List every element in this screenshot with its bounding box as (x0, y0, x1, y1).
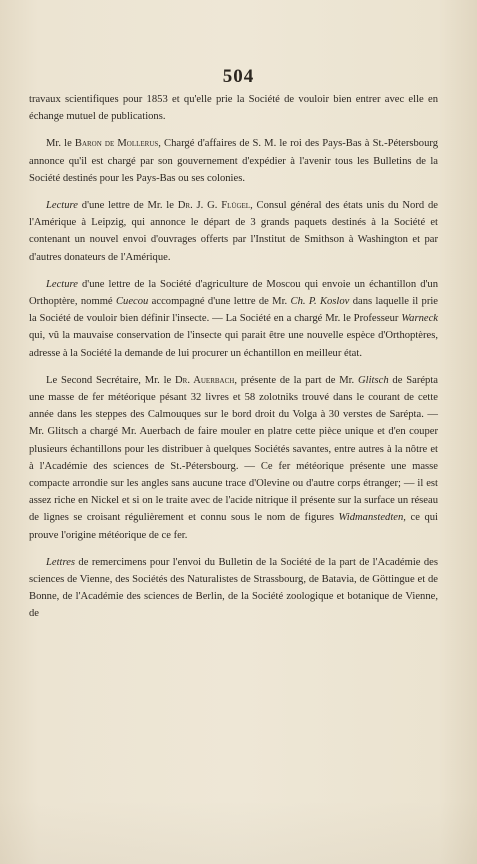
text-run: accompagné d'une lettre de Mr. (148, 296, 291, 308)
text-run: de remercimens pour l'envoi du Bulletin de la Société de la part de l'Académie des sciences de Vienne, des Sociétés des Naturalistes de Strassbourg, de Batavia, de Göttingue et de Bonne, de l'Académie des sciences de Berlin, de la Société zoologique et botanique de Vienne, de (29, 556, 438, 620)
text-run: dans laquelle il prie la Société de vouloir bien définir l'insecte. — La Société en a chargé Mr. le Professeur (29, 296, 439, 325)
text-run: travaux scientifiques pour 1853 et qu'elle prie la Société de vouloir bien entrer avec elle en échange mutuel de publications. (29, 94, 438, 123)
text-run: Mr. le (46, 138, 75, 150)
name-smallcaps: Dr. J. G. Flügel (177, 200, 251, 212)
name-smallcaps: Dr. Auerbach (175, 374, 235, 386)
text-run: Le Second Secrétaire, Mr. le (46, 374, 176, 386)
text-run: , ce qui prouve l'origine météorique de ce fer. (29, 512, 439, 541)
paragraph (29, 197, 438, 266)
text-run: d'une lettre de Mr. le (77, 200, 178, 212)
italic-text: Warneck (401, 313, 438, 325)
paragraph (29, 135, 438, 187)
italic-text: Cuecou (115, 296, 149, 308)
text-run: , présente de la part de Mr. (234, 374, 359, 386)
text-run: de Sarépta une masse de fer météorique pésant 32 livres et 58 zolotniks trouvé dans le courant de cette année dans les steppes des Calmouques sur le bord droit du Volga à 30 verstes de Sarépta. — Mr. Glitsch a chargé Mr. Auerbach de faire mouler en platre cette pièce unique et d'en couper plusieurs échantillons pour les distribuer à quelques Sociétés savantes, entre autres à la nôtre et à l'Académie des sciences de St.-Pétersbourg. — Ce fer météorique présente une masse compacte arrondie sur les angles sans aucune trace d'Olevine ou d'autre corps étranger; — il est assez riche en Nickel et si on le traite avec de l'acide nitrique il présente sur la surface un réseau de lignes se croisant régulièrement et connu sous le nom de figures (29, 374, 438, 524)
text-run: qui, vû la mauvaise conservation de l'insecte qui parait être une nouvelle espèce d'Orthoptères, adresse à la Société la demande de lui procurer un échantillon en meilleur état. (29, 330, 438, 359)
text-run: , Chargé d'affaires de S. M. le roi des Pays-Bas à St.-Pétersbourg annonce qu'il est chargé par son gouvernement d'expédier à l'avenir tous les Bulletins de la Société destinés pour les Pays-Bas ou ses colonies. (29, 138, 439, 184)
italic-text: Glitsch (358, 374, 389, 386)
paragraph (29, 91, 438, 125)
body-text (29, 91, 438, 633)
page-number: 504 (222, 66, 255, 87)
page-shadow (0, 800, 477, 864)
text-run: , Consul général des états unis du Nord de l'Amérique à Leipzig, qui annonce le départ de 3 grands paquets destinés à la Société et contenant un nouvel envoi d'ouvrages offerts par l'Institut de Smithson à Washington et par d'autres donateurs de l'Amérique. (29, 200, 438, 263)
paragraph (29, 554, 438, 623)
italic-text: Widmanstedten (338, 512, 404, 524)
paragraph (29, 372, 438, 544)
italic-text: Lettres (46, 556, 76, 568)
text-run: d'une lettre de la Société d'agriculture de Moscou qui envoie un échantillon d'un Orthoptère, nommé (29, 278, 438, 308)
paragraph (29, 276, 438, 362)
italic-text: Lecture (46, 278, 78, 290)
name-smallcaps: Baron de Mollerus (74, 138, 159, 150)
italic-text: Ch. P. Koslov (290, 296, 350, 308)
italic-text: Lecture (46, 200, 78, 212)
